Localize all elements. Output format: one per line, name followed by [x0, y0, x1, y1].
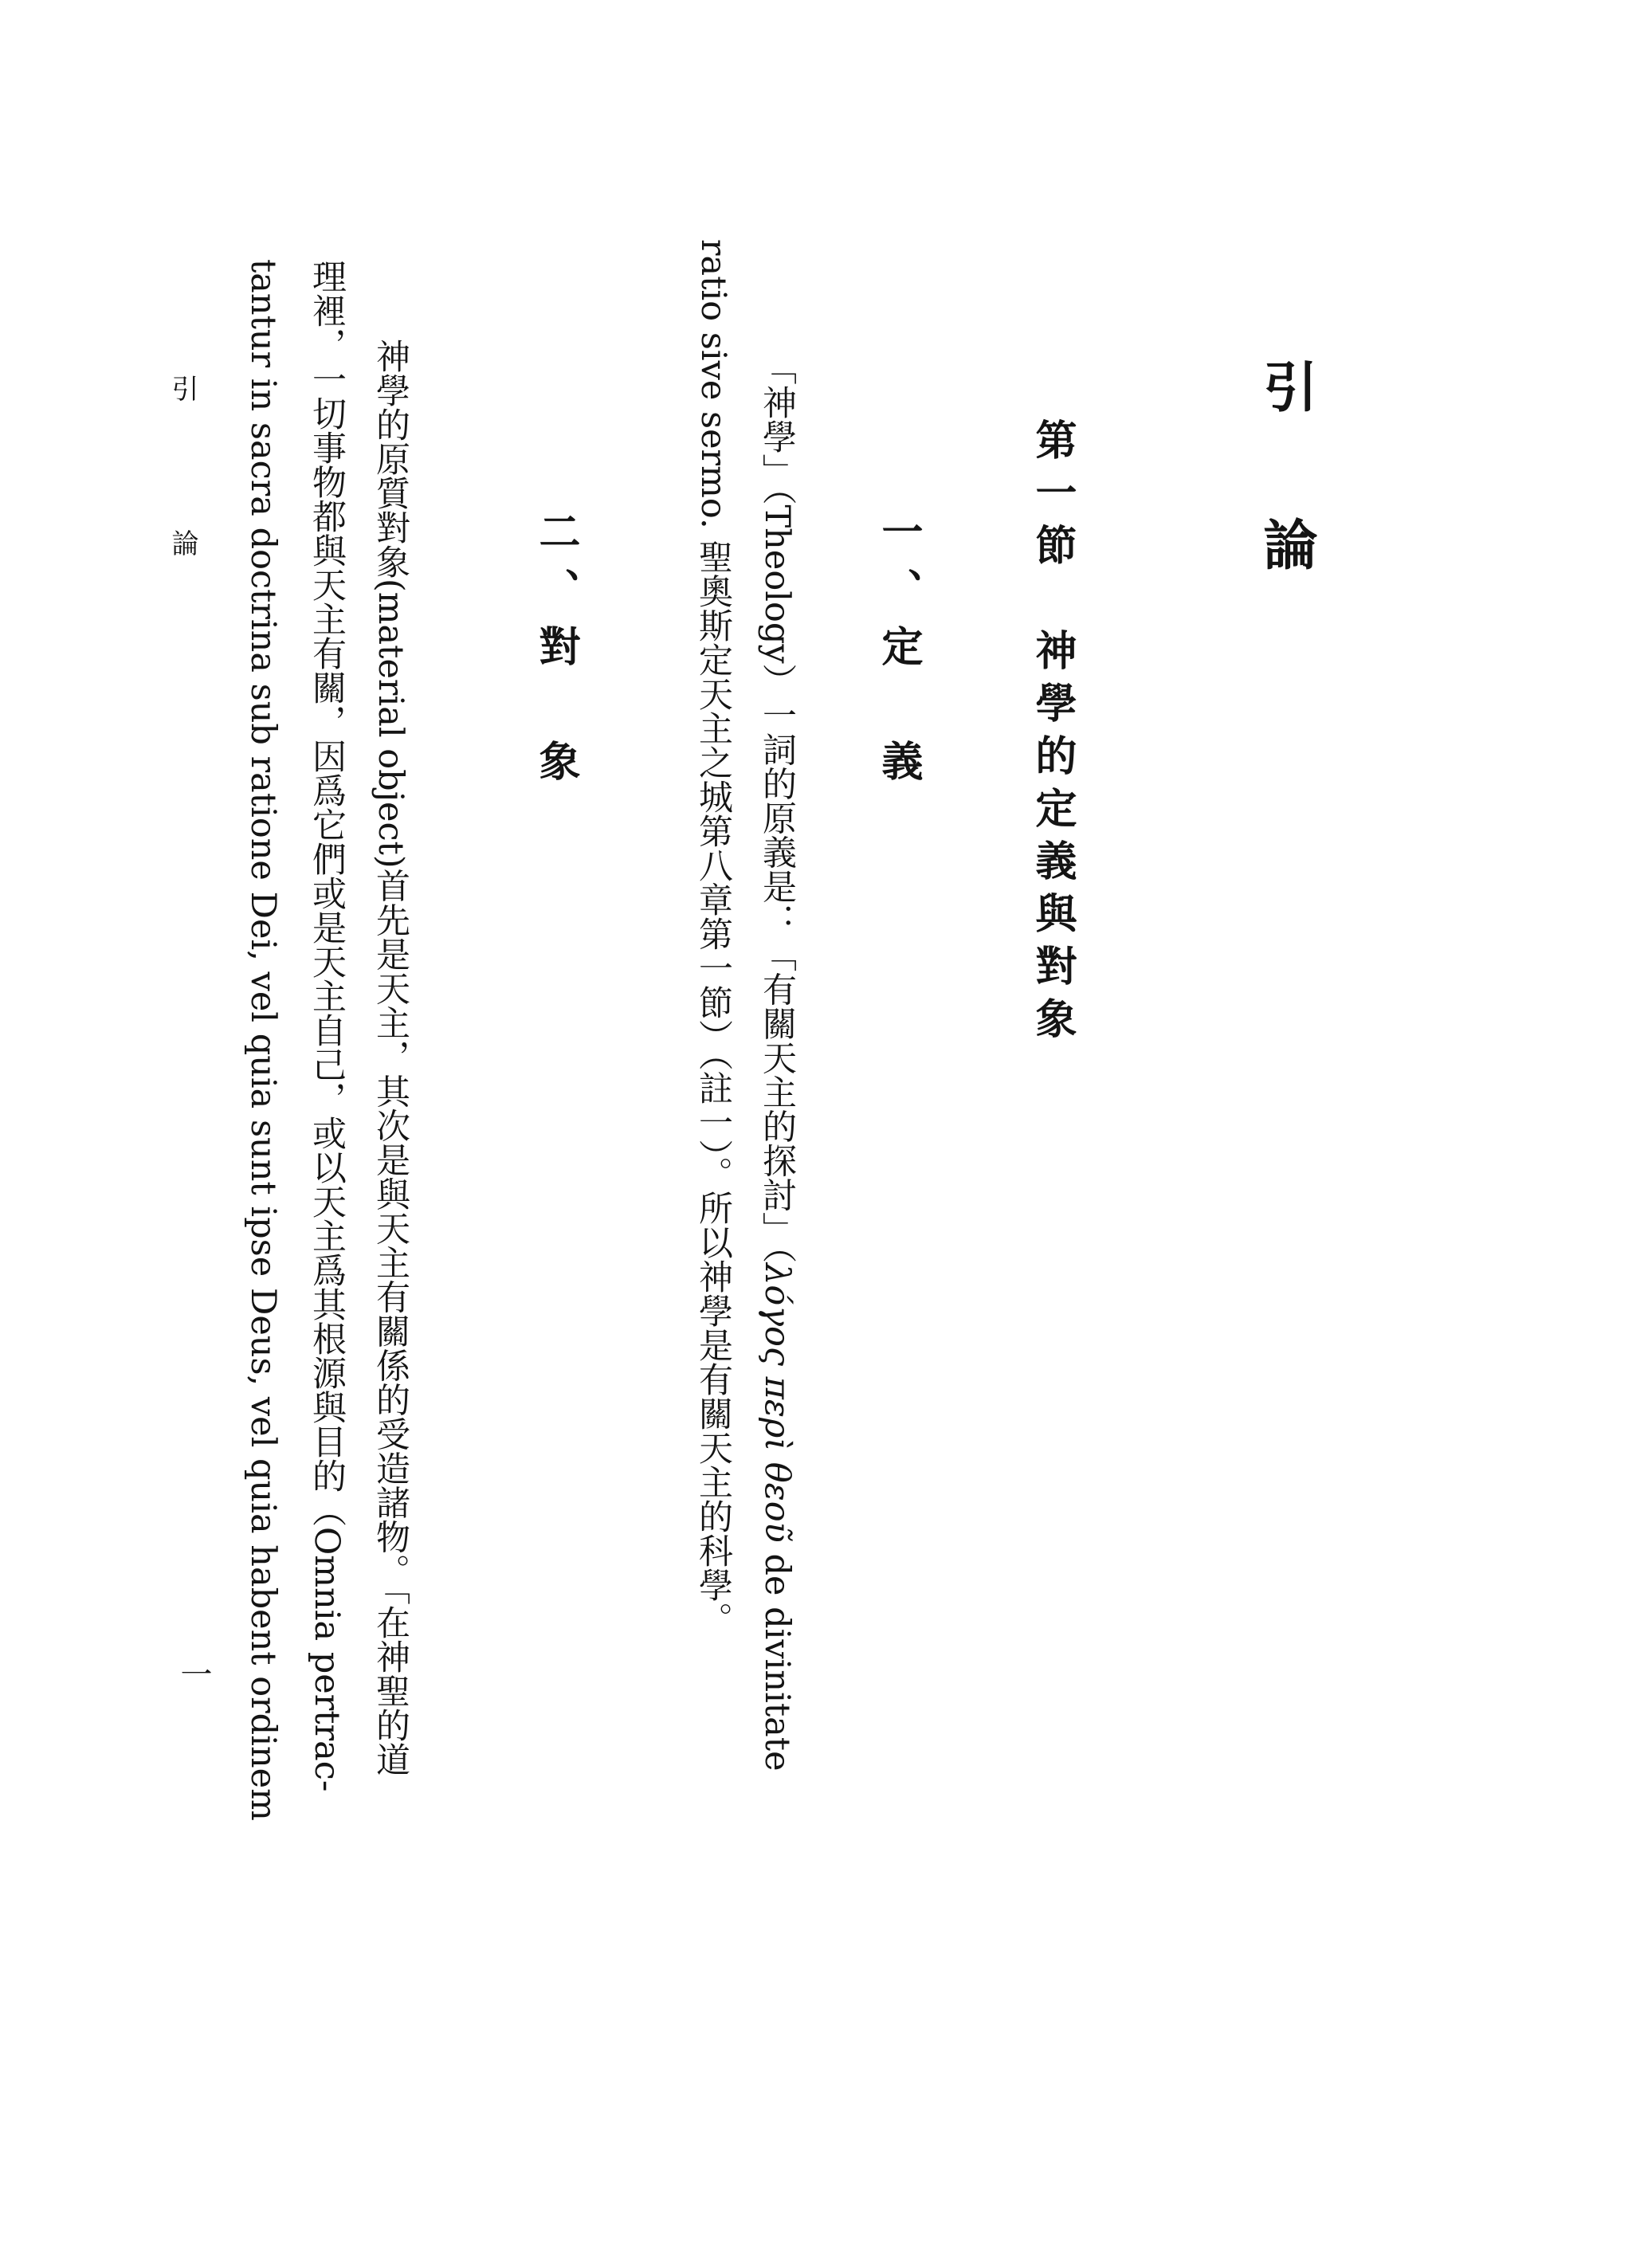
object-line-3: tantur in sacra doctrina sub ratione Dei, vel quia sunt ipse Deus, vel quia habent ordinem — [243, 259, 283, 1821]
section-title: 第一節 神學的定義與對象 — [1028, 418, 1077, 1050]
definition-line-2: ratio sive sermo. 聖奧斯定天主之城第八章第一節）（註一）。所以神學是有關天主的科學。 — [693, 239, 733, 1637]
definition-line-1-text: 「神學」（Theology）一詞的原義是：「有關天主的探討」（ — [757, 351, 797, 1264]
definition-paragraph — [681, 239, 809, 1772]
definition-line-1-latin: de divinitate — [757, 1542, 797, 1772]
page-number: 一 — [175, 1658, 212, 1689]
object-heading: 二、對 象 — [532, 510, 579, 797]
definition-line-1 — [745, 239, 809, 1772]
object-line-2: 理裡，一切事物都與天主有關，因爲它們或是天主自己，或以天主爲其根源與目的（Omnia pertrac- — [307, 259, 347, 1792]
chapter-title: 引論 — [1254, 359, 1317, 674]
definition-heading: 一、定 義 — [874, 510, 922, 797]
object-line-1: 神學的原質對象(material object)首先是天主，其次是與天主有關係的受造諸物。「在神聖的道 — [371, 339, 410, 1777]
running-header: 引論 — [167, 375, 198, 684]
greek-phrase: λόγος περὶ θεοῦ — [757, 1263, 797, 1543]
object-paragraph — [231, 259, 422, 1821]
